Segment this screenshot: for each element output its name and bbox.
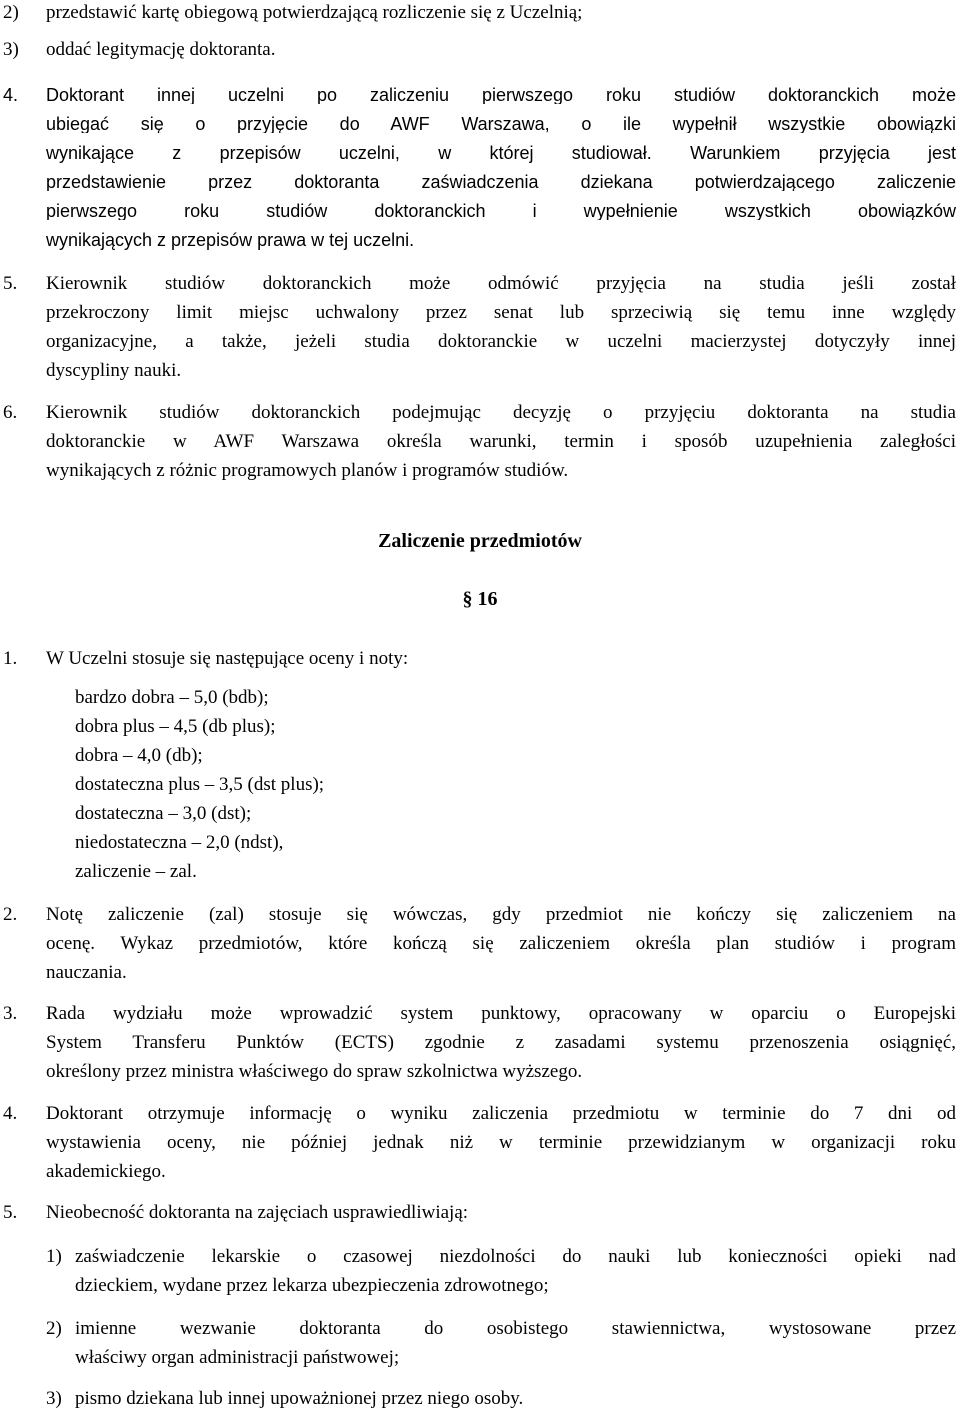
paragraph-line: wynikających z różnic programowych planów i programów studiów. xyxy=(46,460,569,481)
paragraph-number: 2. xyxy=(3,904,18,925)
paragraph-line: wynikających z przepisów prawa w tej uczelni. xyxy=(46,230,415,250)
paragraph-line: Doktorant otrzymuje informację o wyniku zaliczenia przedmiotu w terminie do 7 dni od xyxy=(46,1104,956,1123)
paragraph-number: 6. xyxy=(3,402,18,423)
sub-item-number: 3) xyxy=(46,1388,62,1409)
paragraph-line: ubiegać się o przyjęcie do AWF Warszawa, o ile wypełnił wszystkie obowiązki xyxy=(46,115,956,133)
paragraph-line: przekroczony limit miejsc uchwalony przez senat lub sprzeciwią się temu inne względy xyxy=(46,303,956,322)
paragraph-line: Kierownik studiów doktoranckich może odmówić przyjęcia na studia jeśli został xyxy=(46,274,956,293)
paragraph-number: 4. xyxy=(3,1103,18,1124)
list-item-number: 1. xyxy=(3,648,18,669)
list-item-text: oddać legitymację doktoranta. xyxy=(46,39,276,60)
paragraph-line: przedstawienie przez doktoranta zaświadczenia dziekana potwierdzającego zaliczenie xyxy=(46,173,956,191)
paragraph-line: wystawienia oceny, nie później jednak niż w terminie przewidzianym w organizacji roku xyxy=(46,1133,956,1152)
grade-entry: dostateczna plus – 3,5 (dst plus); xyxy=(75,774,325,795)
paragraph-line: organizacyjne, a także, jeżeli studia doktoranckie w uczelni macierzystej dotyczyły innej xyxy=(46,332,956,351)
sub-item-line: właściwy organ administracji państwowej; xyxy=(75,1347,400,1368)
paragraph-line: ocenę. Wykaz przedmiotów, które kończą się zaliczeniem określa plan studiów i program xyxy=(46,934,956,953)
paragraph-line: doktoranckie w AWF Warszawa określa warunki, termin i sposób uzupełnienia zaległości xyxy=(46,432,956,451)
grade-entry: dobra plus – 4,5 (db plus); xyxy=(75,716,276,737)
sub-item-line: imienne wezwanie doktoranta do osobistego stawiennictwa, wystosowane przez xyxy=(75,1319,956,1338)
list-item-text: W Uczelni stosuje się następujące oceny i noty: xyxy=(46,648,409,669)
paragraph-number: 5. xyxy=(3,273,18,294)
list-item-number: 2) xyxy=(3,2,19,23)
paragraph-line: Kierownik studiów doktoranckich podejmując decyzję o przyjęciu doktoranta na studia xyxy=(46,403,956,422)
grade-entry: dobra – 4,0 (db); xyxy=(75,745,203,766)
paragraph-line: wynikające z przepisów uczelni, w której studiował. Warunkiem przyjęcia jest xyxy=(46,143,956,163)
paragraph-number: 3. xyxy=(3,1003,18,1024)
sub-item-line: dzieckiem, wydane przez lekarza ubezpieczenia zdrowotnego; xyxy=(75,1275,549,1296)
list-item-number: 3) xyxy=(3,39,19,60)
sub-item-line: pismo dziekana lub innej upoważnionej przez niego osoby. xyxy=(75,1388,524,1409)
list-item-text: przedstawić kartę obiegową potwierdzającą rozliczenie się z Uczelnią; xyxy=(46,2,583,23)
paragraph-line: akademickiego. xyxy=(46,1161,166,1182)
sub-item-number: 1) xyxy=(46,1246,62,1267)
section-paragraph-mark: § 16 xyxy=(462,588,498,610)
paragraph-line: nauczania. xyxy=(46,962,127,983)
paragraph-line: pierwszego roku studiów doktoranckich i wypełnienie wszystkich obowiązków xyxy=(46,202,956,220)
paragraph-line: Doktorant innej uczelni po zaliczeniu pierwszego roku studiów doktoranckich może xyxy=(46,86,956,104)
paragraph-line: Rada wydziału może wprowadzić system punktowy, opracowany w oparciu o Europejski xyxy=(46,1004,956,1023)
grade-entry: zaliczenie – zal. xyxy=(75,861,197,882)
sub-item-number: 2) xyxy=(46,1318,62,1339)
grade-entry: dostateczna – 3,0 (dst); xyxy=(75,803,252,824)
sub-item-line: zaświadczenie lekarskie o czasowej niezdolności do nauki lub konieczności opieki nad xyxy=(75,1247,956,1266)
paragraph-line: Notę zaliczenie (zal) stosuje się wówczas, gdy przedmiot nie kończy się zaliczeniem na xyxy=(46,905,956,924)
section-title: Zaliczenie przedmiotów xyxy=(378,530,582,552)
paragraph-line: dyscypliny nauki. xyxy=(46,360,182,381)
paragraph-line: określony przez ministra właściwego do spraw szkolnictwa wyższego. xyxy=(46,1061,583,1082)
paragraph-number: 4. xyxy=(3,85,19,105)
paragraph-number: 5. xyxy=(3,1202,18,1223)
grade-entry: bardzo dobra – 5,0 (bdb); xyxy=(75,687,269,708)
grade-entry: niedostateczna – 2,0 (ndst), xyxy=(75,832,284,853)
paragraph-line: System Transferu Punktów (ECTS) zgodnie z zasadami systemu przenoszenia osiągnięć, xyxy=(46,1033,956,1052)
paragraph-line: Nieobecność doktoranta na zajęciach usprawiedliwiają: xyxy=(46,1202,469,1223)
